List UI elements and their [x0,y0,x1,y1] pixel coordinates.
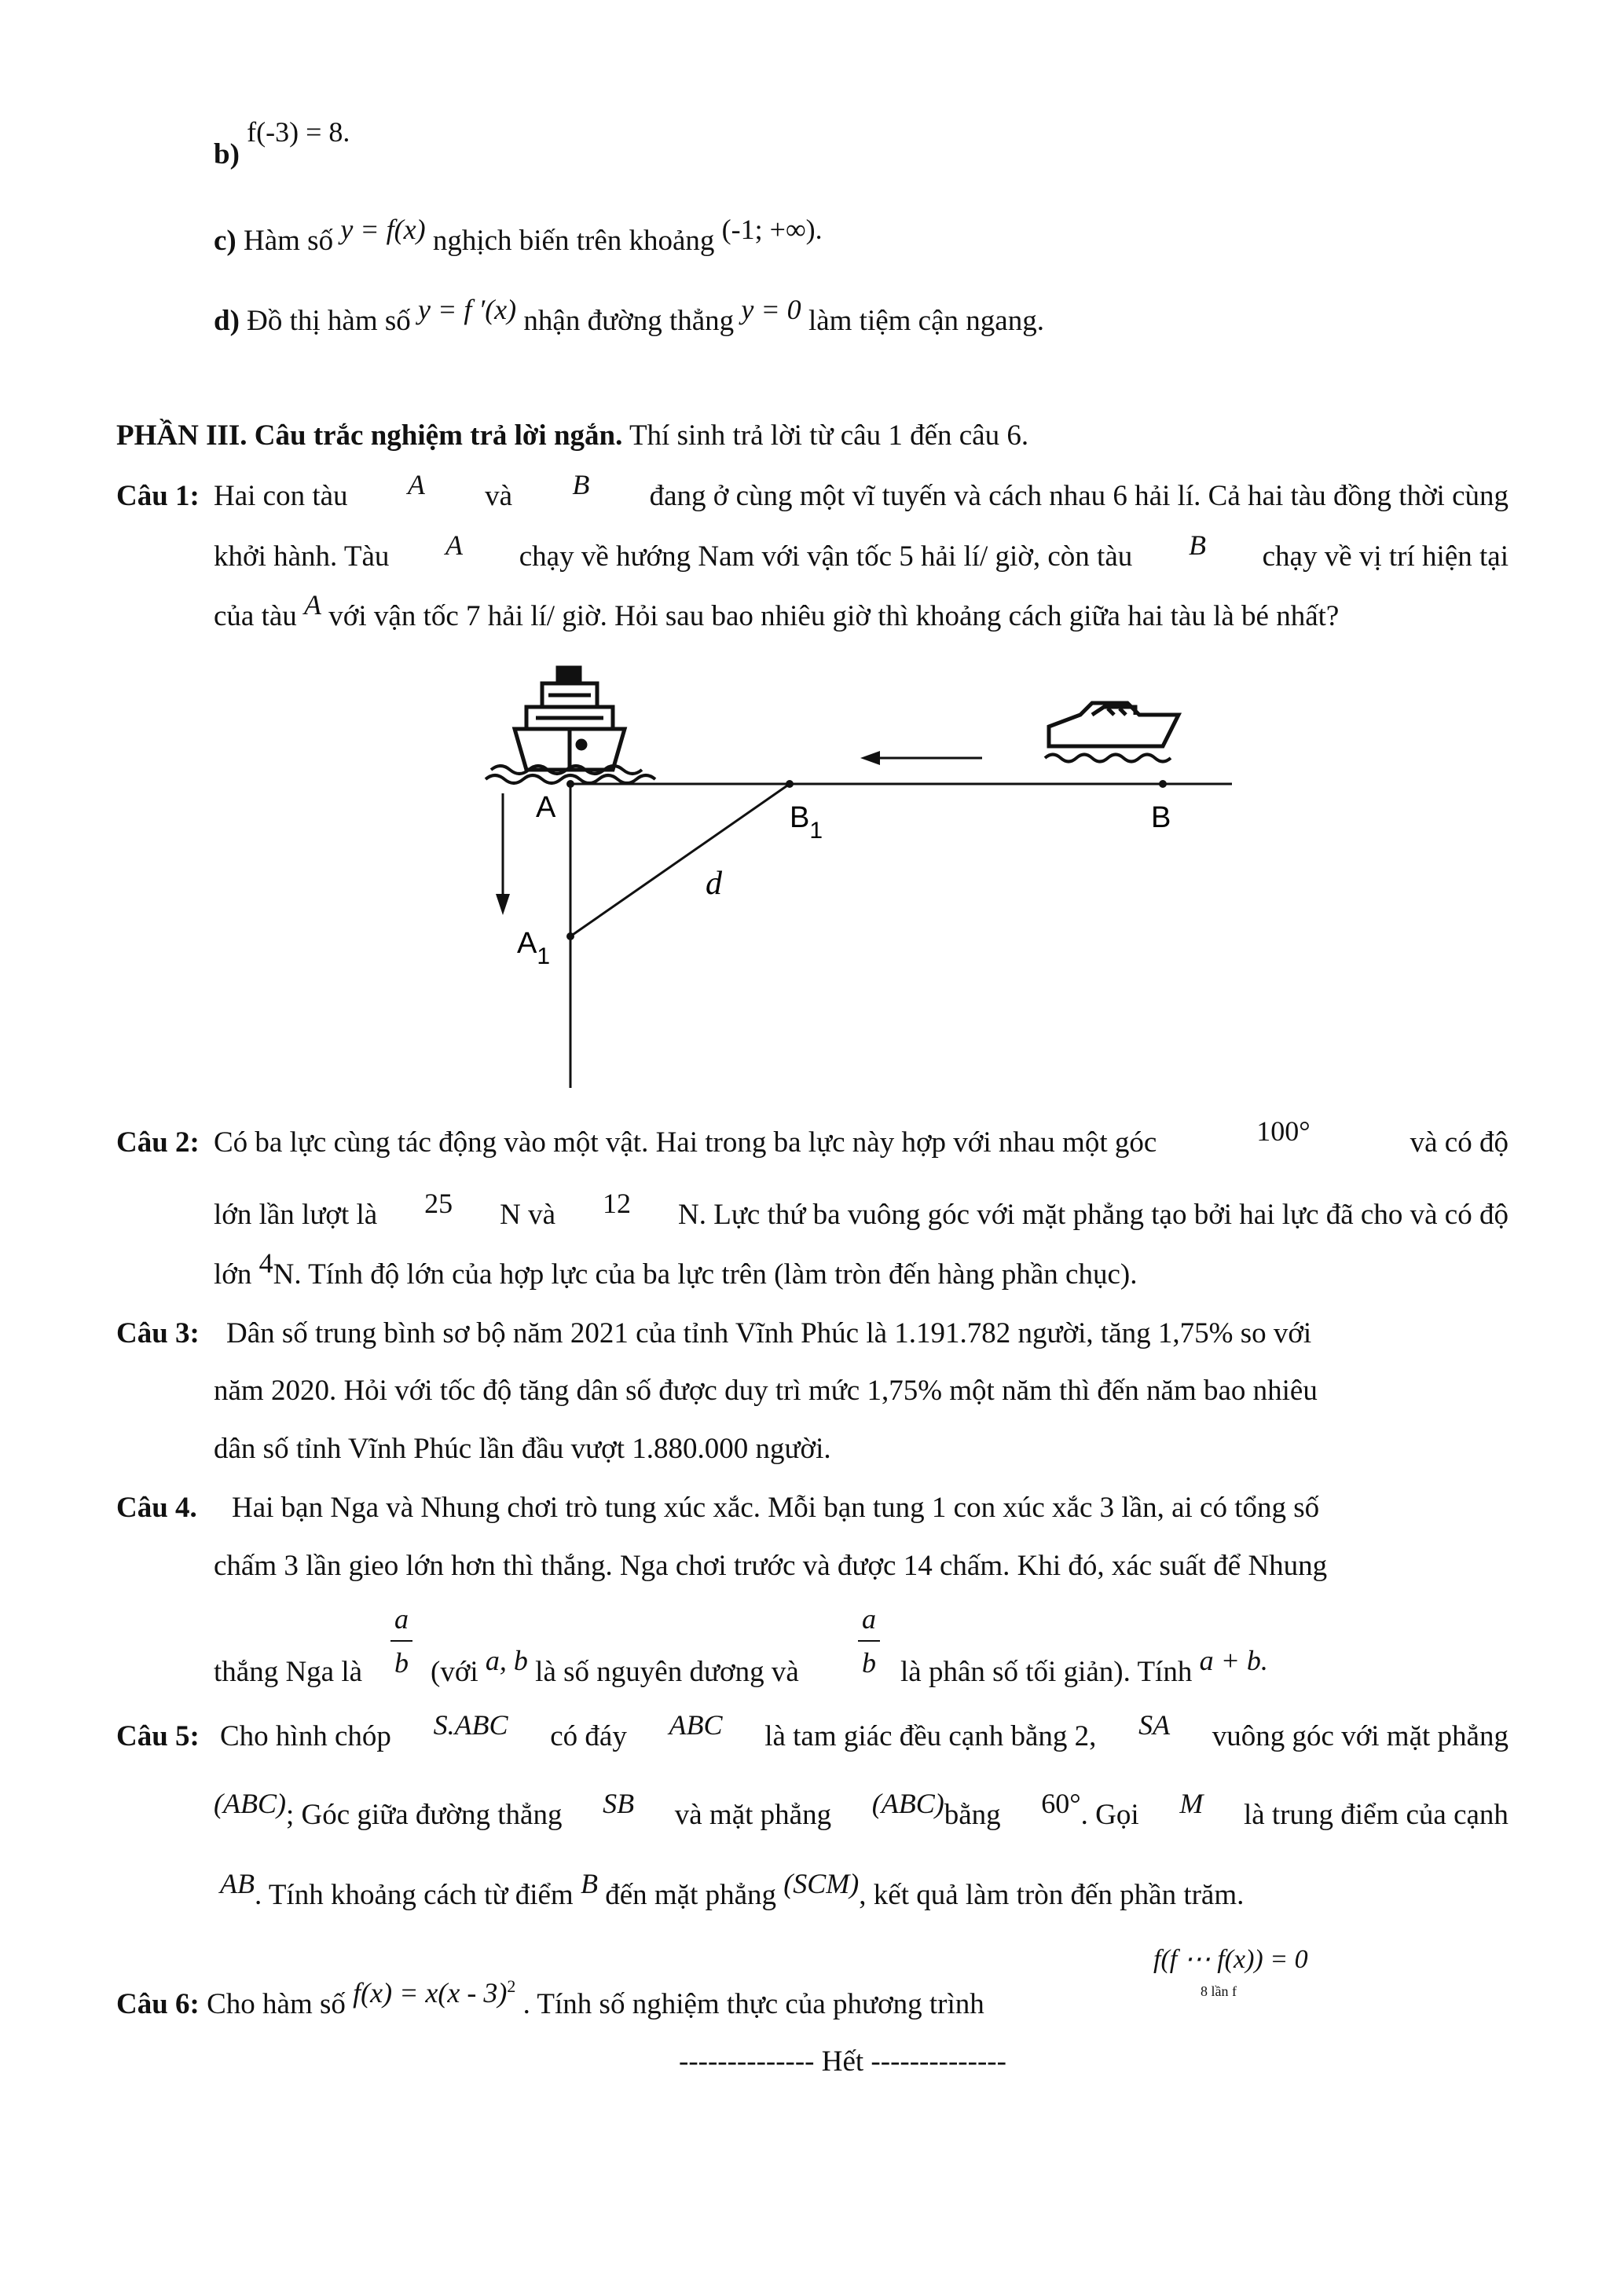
q5-text: có đáy [550,1720,627,1752]
q4-math-ab: a, b [485,1645,528,1676]
fraction-bar [858,1640,880,1642]
question-4-label: Câu 4. [116,1492,197,1524]
q1-text: khởi hành. Tàu [214,540,390,573]
q5-text: ; Góc giữa đường thẳng [285,1799,563,1831]
question-5-line-1 [220,1709,1509,1752]
q2-math-4: 4 [258,1247,273,1279]
cargo-ship-icon [486,668,655,783]
q5-text: Cho hình chóp [220,1720,391,1752]
q4-text: (với [431,1656,478,1688]
q4-text: là số nguyên dương và [535,1656,799,1688]
q4-text: thắng Nga là [214,1656,363,1688]
q6-text: . Tính số nghiệm thực của phương trình [522,1988,984,2020]
ships-diagram [471,652,1241,1092]
question-2-label: Câu 2: [116,1126,200,1159]
q5-math-SA: SA [1138,1709,1171,1741]
q1-text: chạy về vị trí hiện tại [1262,540,1509,573]
question-4-line-3c [900,1645,1268,1688]
question-6-line [116,1976,984,2020]
q5-math-SB: SB [603,1788,635,1819]
q5-text: , kết quả làm tròn đến phần trăm. [859,1879,1245,1911]
question-3-line-3: dân số tỉnh Vĩnh Phúc lần đầu vượt 1.880.000 người. [214,1433,831,1465]
q2-text: lớn lần lượt là [214,1199,378,1231]
q2-text: N. Tính độ lớn của hợp lực của ba lực trên (làm tròn đến hàng phần chục). [273,1258,1138,1291]
q1-math-A: A [445,529,464,561]
q1-math-B: B [572,469,590,500]
item-b [214,116,350,170]
item-d-text-1: Đồ thị hàm số [247,305,411,337]
fraction-denominator: b [394,1647,409,1679]
item-d [214,294,1044,337]
part3-heading-bold: PHẦN III. Câu trắc nghiệm trả lời ngắn. [116,419,623,452]
q5-math-base: ABC [669,1709,723,1741]
fraction-denominator: b [862,1647,876,1679]
distance-segment-d [570,784,790,936]
q6-text: Cho hàm số [207,1988,346,2020]
q5-text: và mặt phẳng [674,1799,832,1831]
fraction-a-over-b [390,1602,412,1679]
question-5-line-3 [220,1868,1245,1911]
fraction-numerator: a [862,1603,876,1635]
q2-text: lớn [214,1258,252,1291]
question-1-line-1 [214,469,1509,512]
q1-math-A: A [304,589,322,621]
q2-text: và có độ [1410,1126,1509,1159]
item-b-expression: f(-3) = 8. [247,116,350,148]
fraction-bar [390,1640,412,1642]
question-4-line-3b [431,1645,799,1688]
question-2-line-2 [214,1188,1509,1231]
item-c-math-1: y = f(x) [340,214,426,245]
part3-heading [116,421,1028,450]
q1-text: và [485,480,513,512]
q6-function-expr: f(x) = x(x - 3) [353,1977,508,2009]
question-2-line-3 [214,1247,1138,1291]
q2-math-12: 12 [603,1188,632,1219]
q1-math-B: B [1188,529,1206,561]
q6-math-function [353,1977,515,2009]
item-d-label: d) [214,305,240,337]
q2-text: N và [500,1199,556,1231]
item-d-text-2: nhận đường thẳng [523,305,735,337]
q5-math-AB: AB [220,1868,255,1899]
westward-arrow [860,751,982,765]
question-5-label: Câu 5: [116,1720,200,1752]
question-3-line-1: Dân số trung bình sơ bộ năm 2021 của tỉnh Vĩnh Phúc là 1.191.782 người, tăng 1,75% so với [226,1317,1312,1349]
label-A: A [536,791,556,824]
q6-equation: f(f ⋯ f(x)) = 0 [1153,1945,1308,1974]
q5-text: là trung điểm của cạnh [1243,1799,1509,1831]
q4-text: là phân số tối giản). Tính [900,1656,1193,1688]
question-1-line-2 [214,529,1509,573]
southward-arrow [496,793,510,915]
end-marker-text: -------------- Hết -------------- [679,2045,1006,2078]
item-c-text-2: nghịch biến trên khoảng [432,225,715,257]
q1-text: chạy về hướng Nam với vận tốc 5 hải lí/ giờ, còn tàu [519,540,1133,573]
q5-math-plane: (ABC) [871,1788,944,1819]
q5-text: bằng [944,1799,1001,1831]
point-A [566,780,574,788]
q5-math-plane: (ABC) [214,1788,286,1819]
q5-text: vuông góc với mặt phẳng [1212,1720,1509,1752]
fraction-a-over-b-2 [858,1602,880,1679]
q6-function-exponent: 2 [507,1976,516,1996]
question-2-line-1 [214,1115,1509,1159]
item-c [214,214,823,257]
item-c-math-2: (-1; +∞). [721,214,823,245]
q5-math-B: B [580,1868,598,1899]
fraction-numerator: a [394,1603,409,1635]
question-4-line-1 [232,1493,1509,1522]
question-5-line-2 [214,1788,1509,1831]
q4-text: Hai bạn Nga và Nhung chơi trò tung xúc xắc. Mỗi bạn tung 1 con xúc xắc 3 lần, ai có tổng số [232,1492,1320,1524]
point-B [1159,780,1167,788]
item-c-text-1: Hàm số [244,225,334,257]
q1-text: Hai con tàu [214,480,348,512]
question-3-label: Câu 3: [116,1317,200,1349]
part3-heading-rest: Thí sinh trả lời từ câu 1 đến câu 6. [629,419,1029,452]
q5-text: là tam giác đều cạnh bằng 2, [764,1720,1097,1752]
q2-text: N. Lực thứ ba vuông góc với mặt phẳng tạo bởi hai lực đã cho và có độ [678,1199,1509,1231]
q5-text: . Gọi [1080,1799,1139,1831]
item-d-text-3: làm tiệm cận ngang. [808,305,1044,337]
question-1-line-3 [214,589,1340,632]
q2-math-25: 25 [424,1188,453,1219]
item-d-math-2: y = 0 [741,294,801,325]
question-4-line-3 [214,1657,362,1686]
question-3-line-2: năm 2020. Hỏi với tốc độ tăng dân số được duy trì mức 1,75% một năm thì đến năm bao nhiêu [214,1375,1318,1407]
q4-math-sum: a + b. [1199,1645,1268,1676]
speedboat-icon [1045,703,1179,762]
q5-math-SCM: (SCM) [783,1868,860,1899]
point-B1 [786,780,794,788]
q1-text: đang ở cùng một vĩ tuyến và cách nhau 6 hải lí. Cả hai tàu đồng thời cùng [649,480,1509,512]
label-B: B [1151,801,1171,834]
item-b-label: b) [214,138,240,170]
label-B1: $B_1$ [790,801,823,844]
question-4-line-2: chấm 3 lần gieo lớn hơn thì thắng. Nga chơi trước và được 14 chấm. Khi đó, xác suất để Nhung [214,1550,1328,1582]
question-6-label: Câu 6: [116,1988,200,2020]
q2-text: Có ba lực cùng tác động vào một vật. Hai trong ba lực này hợp với nhau một góc [214,1126,1157,1159]
q5-text: đến mặt phẳng [605,1879,777,1911]
q6-equation-underbrace-label: 8 lần f [1201,1983,1237,1999]
q1-text: của tàu [214,600,297,632]
label-d: d [706,866,722,902]
question-1-label: Câu 1: [116,480,200,512]
item-c-label: c) [214,225,236,257]
label-A1: $A_1$ [517,927,551,969]
point-A1 [566,932,574,940]
end-marker [679,2047,1006,2076]
q5-math-angle: 60° [1041,1788,1081,1819]
q1-math-A: A [407,469,425,500]
q2-math-angle: 100° [1256,1115,1311,1147]
q1-text: với vận tốc 7 hải lí/ giờ. Hỏi sau bao nhiêu giờ thì khoảng cách giữa hai tàu là bé nhất? [328,600,1340,632]
q5-math-M: M [1179,1788,1204,1819]
item-d-math-1: y = f ′(x) [418,294,517,325]
q5-math-pyramid: S.ABC [433,1709,508,1741]
q5-text: . Tính khoảng cách từ điểm [254,1879,574,1911]
